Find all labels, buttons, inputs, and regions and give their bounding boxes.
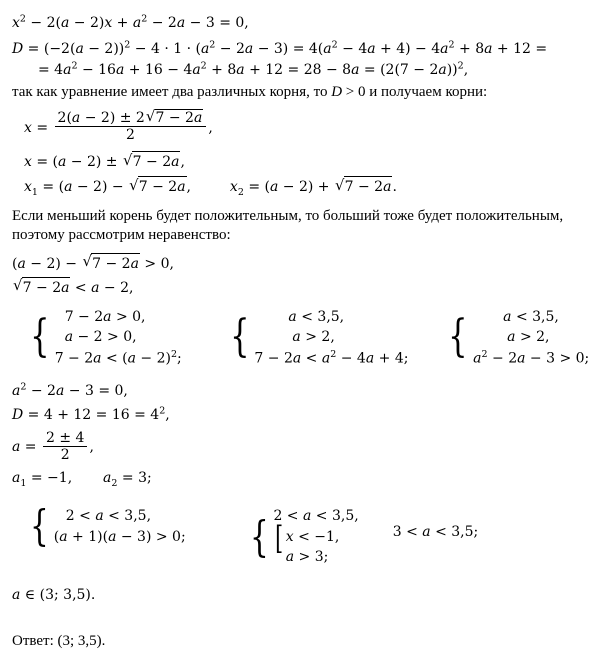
answer-line: Ответ: (3; 3,5). [12, 632, 106, 649]
bracket-alternatives: [ x < −1, a > 3; [275, 520, 340, 565]
system-4: { 2 < a < 3,5, (a + 1)(a − 3) > 0; [30, 501, 186, 551]
quadratic-a-discriminant: $D = 4 + 12 = 16 = 4^2$, [12, 405, 170, 424]
system-1: { 7 − 2a > 0, a − 2 > 0, $7 - 2a < (a - 2)^2$; [30, 309, 182, 367]
equation-line-1: $x^2 - 2(a - 2)x + a^2 - 2a - 3 = 0$, [12, 13, 249, 31]
system-5: { 2 < a < 3,5, [ x < −1, a > 3; [246, 506, 359, 567]
final-interval-inequality: 3 < a < 3,5; [392, 524, 479, 541]
brace-icon: { [448, 312, 469, 363]
systems-row-1 [12, 307, 588, 369]
fraction-roots: $\frac{2(a - 2) \pm 2 √ 7 - 2a}{2}$ [55, 108, 207, 143]
text-consider-inequality: поэтому рассмотрим неравенство: [12, 227, 231, 244]
system-2: { a < 3,5, a > 2, $7 - 2a < a^2 - 4a + 4$; [229, 309, 409, 367]
roots-x1-x2: $x_1 = (a - 2)$ − √ 7 − 2a, $x_2 = (a - 2)$ + √ 7 − 2a. [24, 176, 588, 200]
quadratic-a-roots: $a_1 = -1$, $a_2 = 3$; [12, 469, 152, 489]
root-formula-simplified: x = (a − 2) ± √ 7 − 2a, [24, 150, 588, 172]
quadratic-a-equation: $a^2 - 2a - 3 = 0$, [12, 381, 128, 400]
answer-set-line: a ∈ (3; 3,5). [12, 587, 96, 604]
square-bracket-icon: [ [275, 520, 284, 557]
fraction-a-roots: $\frac{2 \pm 4}{2}$ [43, 430, 87, 463]
brace-icon: { [249, 511, 269, 561]
inequality-line-2: √ 7 − 2a < a − 2, [12, 276, 588, 298]
root-formula-fraction: x = $\frac{2(a - 2) \pm 2 √ 7 - 2a}{2}$ , [24, 108, 588, 143]
quadratic-a-fraction: a = $\frac{2 \pm 4}{2}$ , [12, 429, 94, 463]
text-two-roots: так как уравнение имеет два различных корня, то D > 0 и получаем корни: [12, 83, 488, 100]
brace-icon: { [30, 312, 50, 363]
brace-icon: { [229, 312, 250, 363]
text-smaller-root: Если меньший корень будет положительным, то больший тоже будет положительным, [12, 207, 564, 224]
discriminant-line-a: $D = (-2(a - 2))^2 - 4 \cdot 1 \cdot (a^2 - 2a - 3) = 4(a^2 - 4a + 4) - 4a^2 + 8a + 12$ = [12, 38, 548, 57]
systems-row-2 [12, 501, 588, 567]
system-3: { a < 3,5, a > 2, $a^2 - 2a - 3 > 0$; [448, 309, 590, 367]
brace-icon: { [30, 501, 49, 551]
discriminant-line-b: = $4a^2 - 16a + 16 - 4a^2 + 8a + 12 = 28 - 8a = (2(7 - 2a))^2$, [38, 59, 469, 78]
inequality-line-1: (a − 2) − √ 7 − 2a > 0, [12, 252, 588, 274]
